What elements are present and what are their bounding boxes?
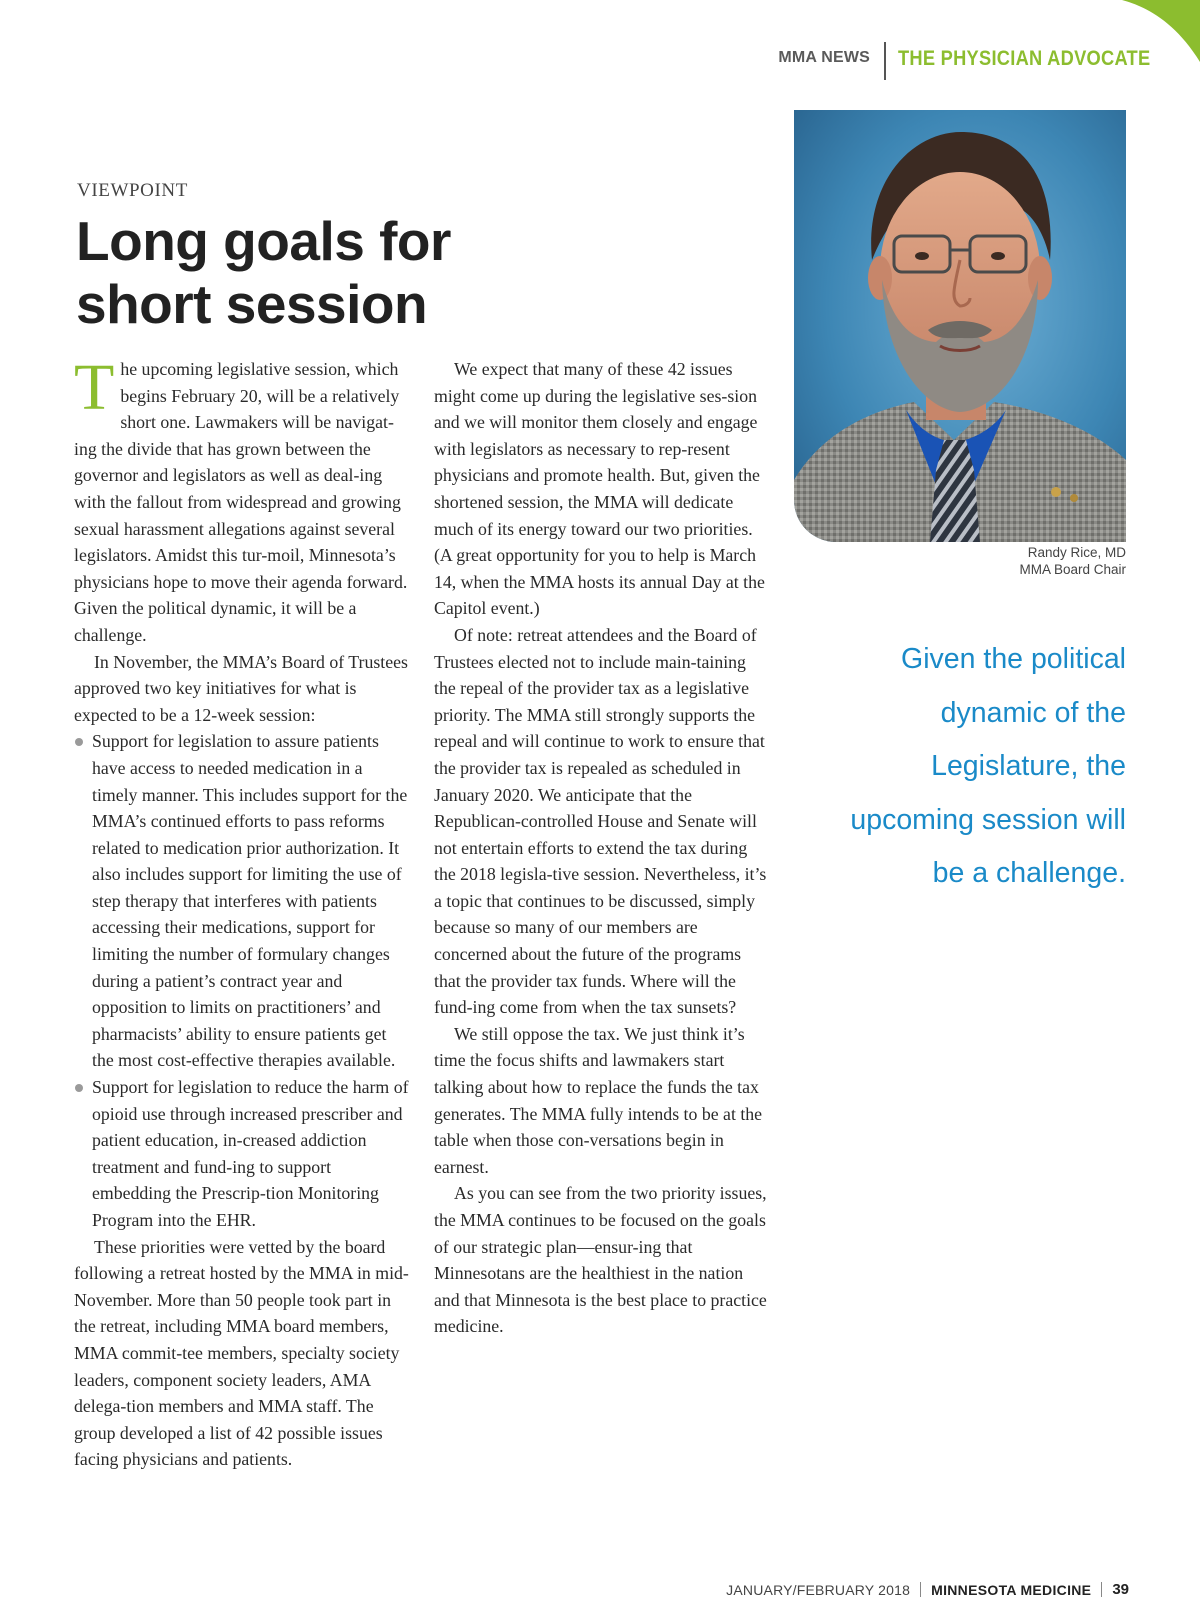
priorities-list bbox=[74, 728, 412, 1233]
list-item-text: Support for legislation to reduce the harm of opioid use through increased prescriber and patient education, in-creased addiction treatment and fund-ing to support embedding the Prescrip-tion Monitoring Program into the EHR. bbox=[92, 1077, 409, 1230]
bullet-dot-icon bbox=[75, 1084, 83, 1092]
page-footer bbox=[726, 1581, 1129, 1598]
bullet-dot-icon bbox=[75, 738, 83, 746]
list-item bbox=[74, 1074, 412, 1234]
list-item-text: Support for legislation to assure patients have access to needed medication in a timely manner. This includes support for the MMA’s continued efforts to pass reforms related to medication prior authorization. It also includes support for limiting the use of step therapy that interferes with patients accessing their medications, support for limiting the number of formulary changes during a patient’s contract year and opposition to limits on practitioners’ and pharmacists’ ability to ensure patients get the most cost-effective therapies available. bbox=[92, 731, 408, 1071]
article-paragraph-7: As you can see from the two priority issues, the MMA continues to be focused on the goals of our strategic plan—ensur-ing that Minnesotans are the healthiest in the nation and that Minnesota is the best place to practice medicine. bbox=[434, 1183, 767, 1337]
issue-date: JANUARY/FEBRUARY 2018 bbox=[726, 1581, 911, 1598]
section-label: MMA NEWS bbox=[778, 49, 870, 66]
article-paragraph-1 bbox=[74, 351, 412, 649]
body-column-1 bbox=[74, 351, 412, 1473]
headline-line-2: short session bbox=[76, 273, 428, 335]
article-paragraph-3: These priorities were vetted by the board following a retreat hosted by the MMA in mid-November. More than 50 people took part in the retreat, including MMA board members, MMA commit-tee members, specialty society leaders, component society leaders, AMA delega-tion members and MMA staff. The group developed a list of 42 possible issues facing physicians and patients. bbox=[74, 1236, 409, 1470]
caption-name: Randy Rice, MD bbox=[1027, 545, 1126, 560]
article-paragraph-6: We still oppose the tax. We just think it’s time the focus shifts and lawmakers start talking about how to replace the funds the tax generates. The MMA fully intends to be at the table when those con-versations begin in earnest. bbox=[434, 1023, 763, 1177]
list-item bbox=[74, 728, 412, 1074]
magazine-name: MINNESOTA MEDICINE bbox=[931, 1581, 1092, 1598]
header-divider bbox=[884, 42, 886, 80]
drop-cap: T bbox=[74, 351, 115, 424]
page-number: 39 bbox=[1112, 1581, 1129, 1598]
article-kicker: VIEWPOINT bbox=[77, 180, 188, 201]
paragraph-1-text: he upcoming legislative session, which begins February 20, will be a relatively short one. Lawmakers will be navigat-ing the divide that has grown between the governor and legislators as well as deal-ing with the fallout from widespread and growing sexual harassment allegations against several legislators. Amidst this tur-moil, Minnesota’s physicians hope to move their agenda forward. Given the political dynamic, it will be a challenge. bbox=[74, 359, 408, 645]
article-paragraph-4: We expect that many of these 42 issues might come up during the legislative ses-sion and we will monitor them closely and engage with legislators as necessary to rep-resent physicians and promote health. But, given the shortened session, the MMA will dedicate much of its energy toward our two priorities. (A great opportunity for you to help is March 14, when the MMA hosts its annual Day at the Capitol event.) bbox=[434, 359, 765, 619]
column-title: THE PHYSICIAN ADVOCATE bbox=[898, 47, 1151, 70]
article-headline bbox=[76, 210, 496, 336]
photo-caption bbox=[900, 544, 1126, 578]
body-column-2 bbox=[434, 356, 772, 1340]
caption-title: MMA Board Chair bbox=[1019, 562, 1126, 577]
pull-quote: Given the political dynamic of the Legislature, the upcoming session will be a challenge. bbox=[850, 643, 1126, 889]
footer-divider bbox=[920, 1582, 921, 1597]
article-paragraph-2: In November, the MMA’s Board of Trustees approved two key initiatives for what is expected to be a 12-week session: bbox=[74, 651, 408, 725]
article-paragraph-5: Of note: retreat attendees and the Board of Trustees elected not to include main-taining the repeal of the provider tax as a legislative priority. The MMA still strongly supports the repeal and will continue to work to ensure that the provider tax is repealed as scheduled in January 2020. We anticipate that the Republican-controlled House and Senate will not entertain efforts to extend the tax during the 2018 legisla-tive session. Nevertheless, it’s a topic that continues to be discussed, simply because so many of our members are concerned about the future of the programs that the provider tax funds. Where will the fund-ing come from when the tax sunsets? bbox=[434, 624, 767, 1018]
footer-divider bbox=[1101, 1582, 1102, 1597]
headline-line-1: Long goals for bbox=[76, 210, 451, 272]
author-portrait bbox=[794, 110, 1126, 542]
